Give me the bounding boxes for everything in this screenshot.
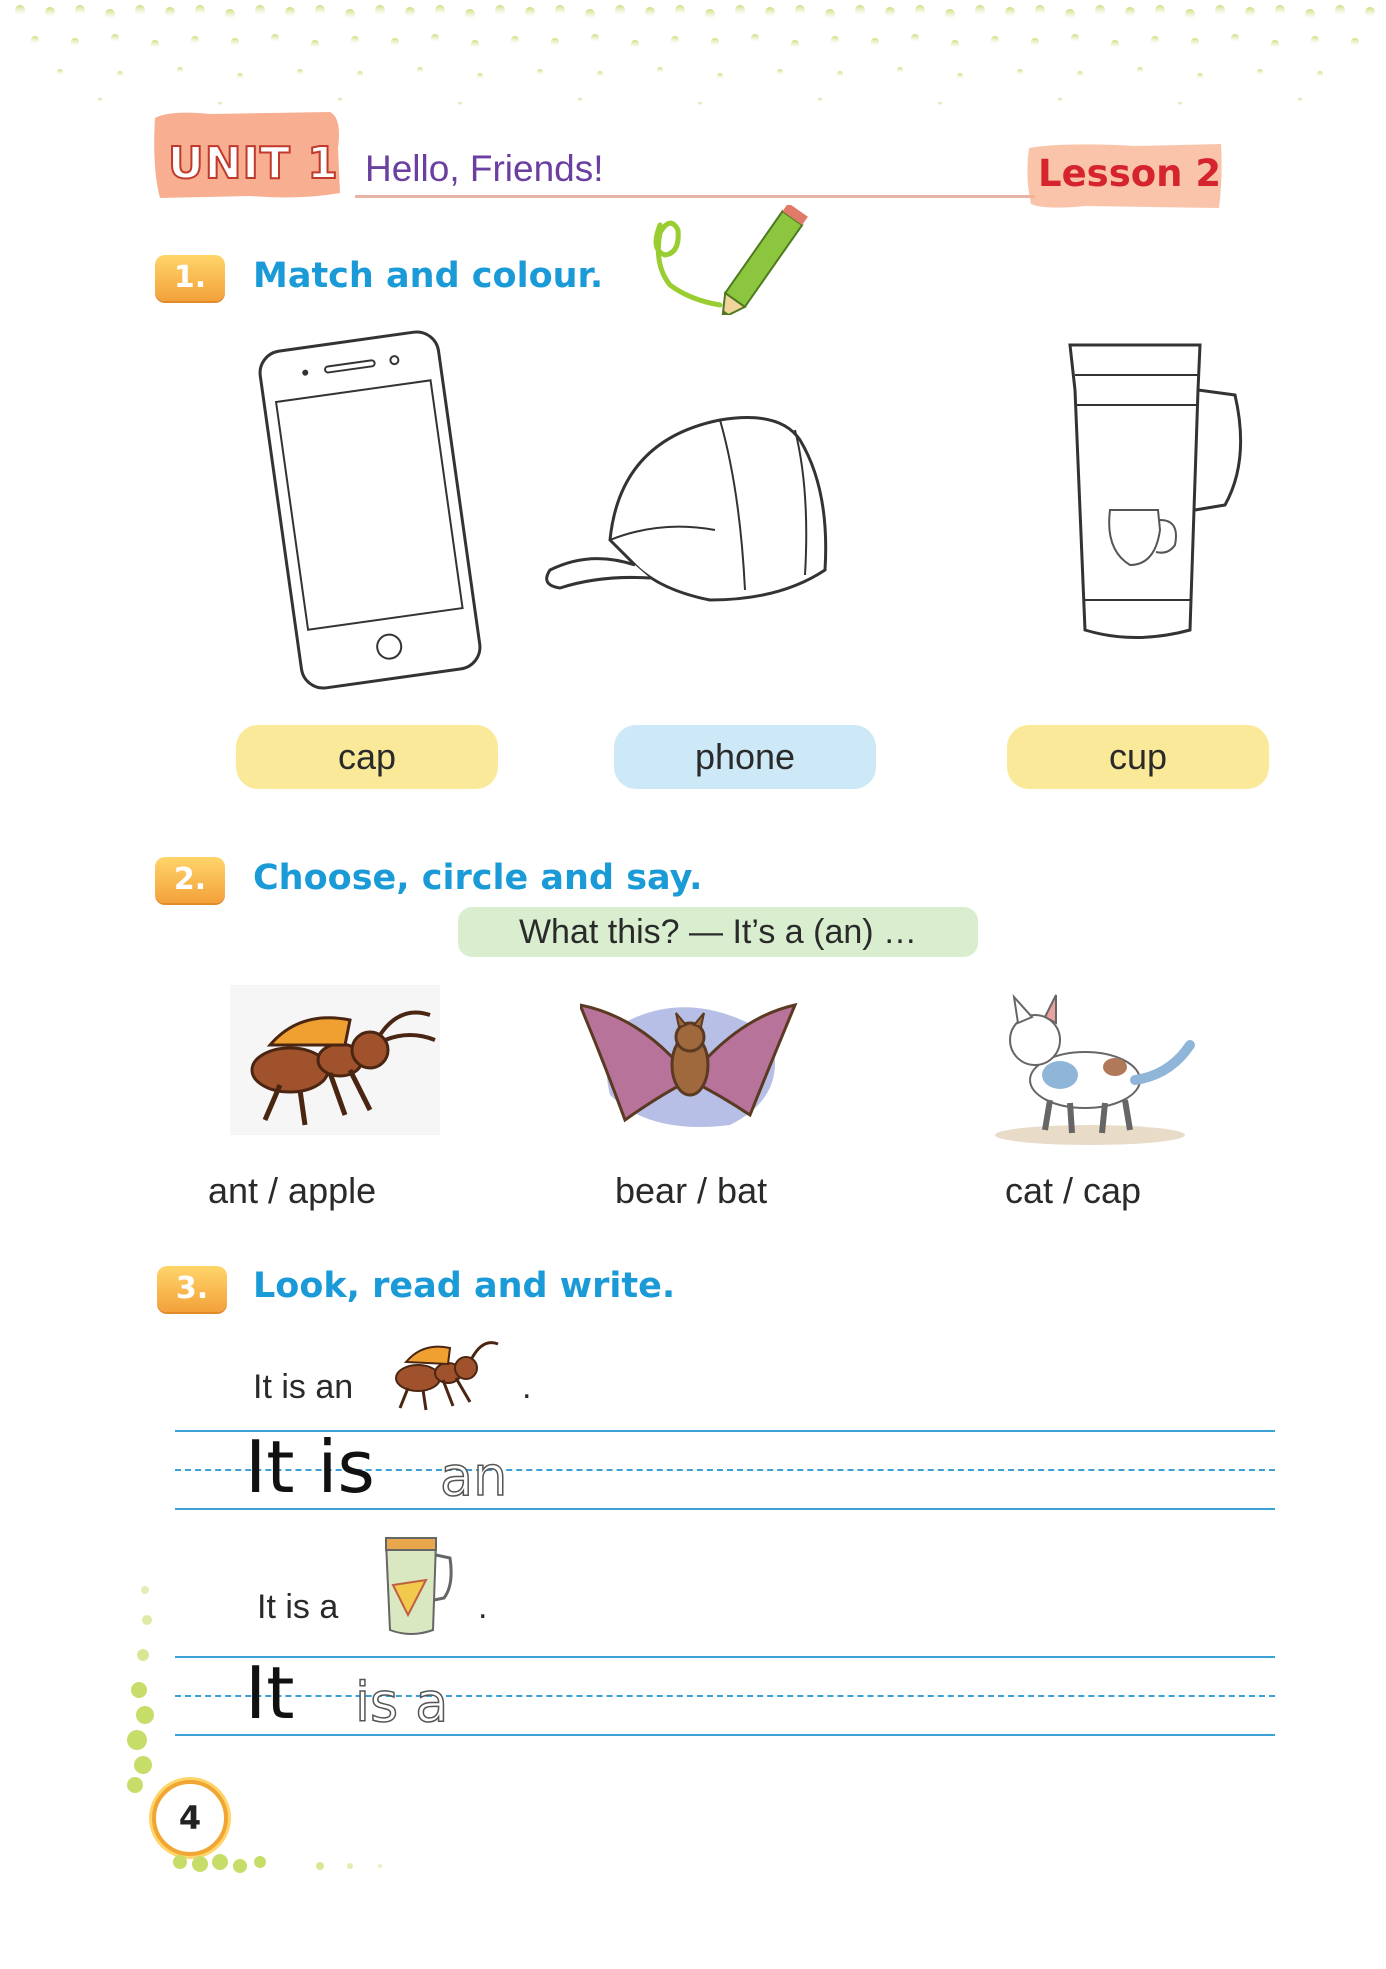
trace-row-2: is a (355, 1671, 449, 1734)
task-3-title: Look, read and write. (253, 1266, 676, 1306)
trace-row-1: an (440, 1445, 508, 1508)
pencil-icon (640, 205, 820, 315)
unit-title: Hello, Friends! (365, 148, 604, 189)
sentence-2-period: . (478, 1588, 488, 1626)
handwriting-row-2: It (245, 1651, 295, 1735)
sentence-1-prompt: It is an (253, 1368, 354, 1406)
writing-line-mid-2 (175, 1695, 1275, 1697)
cup-small-picture (378, 1530, 453, 1640)
task-2-number: 2. (155, 857, 225, 903)
word-cup[interactable]: cup (1007, 725, 1269, 789)
decorative-bottom-dots (170, 1850, 400, 1880)
phrase-box: What this? — It’s a (an) … (458, 907, 978, 957)
ant-small-picture (378, 1328, 503, 1413)
word-phone[interactable]: phone (614, 725, 876, 789)
task-2-title: Choose, circle and say. (253, 858, 703, 898)
bat-picture[interactable] (580, 985, 800, 1140)
writing-line-base-2[interactable] (175, 1734, 1275, 1736)
lesson-label: Lesson 2 (1038, 152, 1222, 195)
choice-ant-apple[interactable]: ant / apple (208, 1170, 377, 1211)
sentence-1-period: . (522, 1368, 532, 1406)
cup-drawing (1050, 330, 1250, 650)
task-3-number: 3. (157, 1266, 227, 1312)
page-number: 4 (152, 1780, 228, 1856)
handwriting-row-1: It is (245, 1425, 375, 1509)
cat-picture[interactable] (990, 985, 1205, 1145)
phone-drawing (250, 320, 490, 700)
choice-bear-bat[interactable]: bear / bat (615, 1170, 768, 1211)
writing-line-top-2 (175, 1656, 1275, 1658)
word-cap[interactable]: cap (236, 725, 498, 789)
sentence-2-prompt: It is a (257, 1588, 339, 1626)
cap-drawing (540, 400, 890, 630)
title-underline (355, 195, 1035, 198)
ant-picture[interactable] (230, 985, 440, 1135)
unit-label: UNIT 1 (168, 138, 339, 189)
task-1-number: 1. (155, 255, 225, 301)
choice-cat-cap[interactable]: cat / cap (1005, 1170, 1142, 1211)
task-1-title: Match and colour. (253, 256, 604, 296)
